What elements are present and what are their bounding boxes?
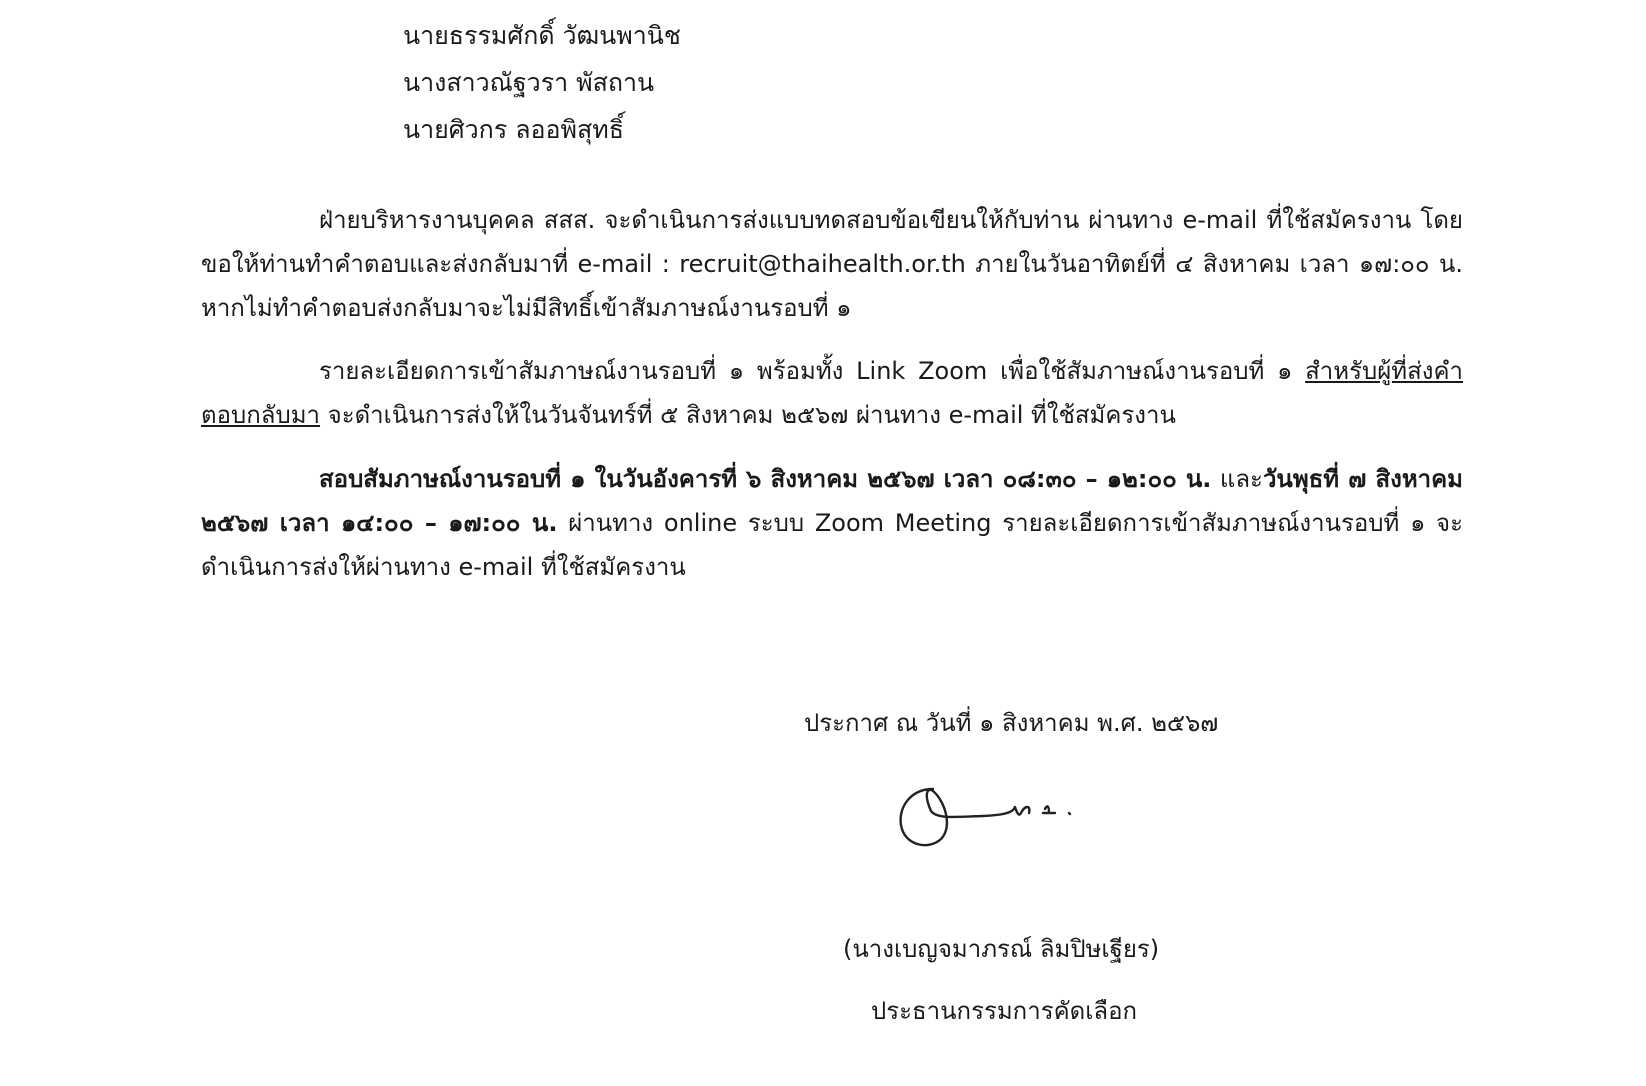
interview-details-paragraph bbox=[201, 349, 1463, 437]
signature-image bbox=[893, 783, 1093, 853]
paragraph-text: ผ่านทาง online ระบบ Zoom Meeting รายละเอียดการเข้าสัมภาษณ์งานรอบที่ ๑ จะดำเนินการส่งให้ผ่านทาง e-mail ที่ใช้สมัครงาน bbox=[201, 509, 1463, 581]
paragraph-text: รายละเอียดการเข้าสัมภาษณ์งานรอบที่ ๑ พร้อมทั้ง Link Zoom เพื่อใช้สัมภาษณ์งานรอบที่ ๑ bbox=[319, 357, 1306, 385]
name-item: นางสาวณัฐวรา พัสถาน bbox=[403, 68, 655, 97]
underlined-text: สำหรับผู้ที่ส่งคำตอบกลับมา bbox=[201, 357, 1463, 429]
bold-text: สอบสัมภาษณ์งานรอบที่ ๑ ในวันอังคารที่ ๖ สิงหาคม ๒๕๖๗ เวลา ๐๘:๓๐ – ๑๒:๐๐ น. bbox=[319, 465, 1212, 493]
paragraph-text: ฝ่ายบริหารงานบุคคล สสส. จะดำเนินการส่งแบบทดสอบข้อเขียนให้กับท่าน ผ่านทาง e-mail ที่ใช้สมัครงาน โดยขอให้ท่านทำคำตอบและส่งกลับมาที่ e-mail : recruit@thaihealth.or.th ภายในวันอาทิตย์ที่ ๔ สิงหาคม เวลา ๑๗:๐๐ น. หากไม่ทำคำตอบส่งกลับมาจะไม่มีสิทธิ์เข้าสัมภาษณ์งานรอบที่ ๑ bbox=[201, 206, 1463, 322]
signer-name: (นางเบญจมาภรณ์ ลิมปิษเฐียร) bbox=[843, 935, 1160, 963]
name-item: นายศิวกร ลออพิสุทธิ์ bbox=[403, 115, 625, 144]
signer-position: ประธานกรรมการคัดเลือก bbox=[871, 997, 1138, 1025]
name-list bbox=[403, 12, 681, 153]
announcement-date: ประกาศ ณ วันที่ ๑ สิงหาคม พ.ศ. ๒๕๖๗ bbox=[804, 709, 1219, 737]
paragraph-text: และ bbox=[1211, 465, 1263, 493]
bold-text: วันพุธที่ ๗ สิงหาคม ๒๕๖๗ เวลา ๑๔:๐๐ – ๑๗:๐๐ น. bbox=[201, 465, 1463, 537]
paragraph-text: จะดำเนินการส่งให้ในวันจันทร์ที่ ๕ สิงหาคม ๒๕๖๗ ผ่านทาง e-mail ที่ใช้สมัครงาน bbox=[320, 401, 1176, 429]
interview-schedule-paragraph bbox=[201, 457, 1463, 589]
name-item: นายธรรมศักดิ์ วัฒนพานิช bbox=[403, 21, 681, 50]
written-test-paragraph bbox=[201, 198, 1463, 330]
